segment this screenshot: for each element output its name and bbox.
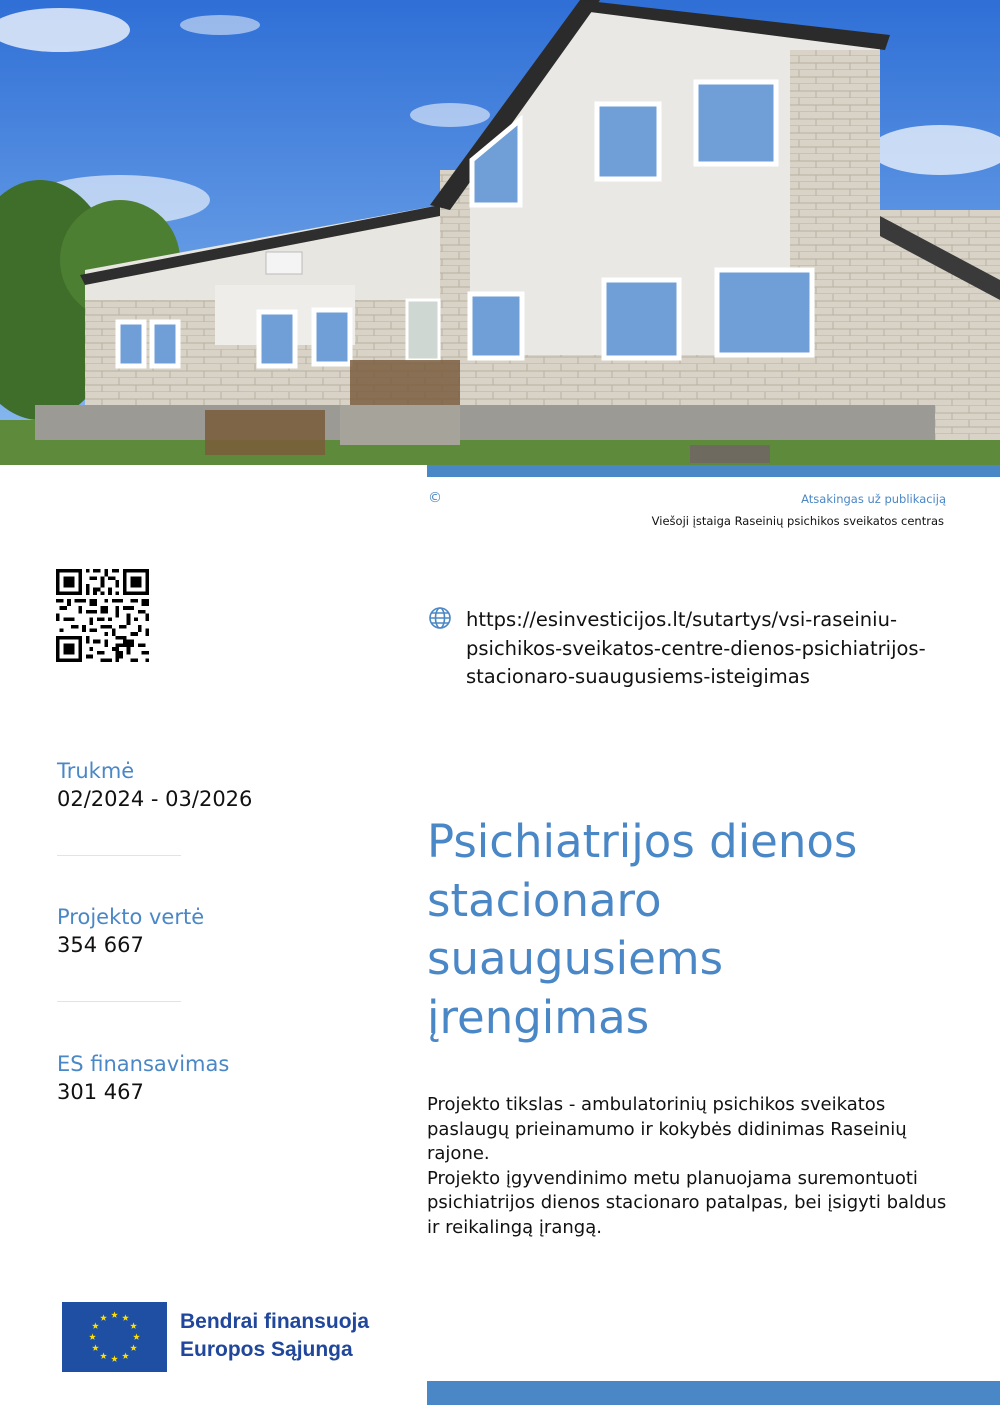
project-link[interactable]: [428, 606, 948, 692]
eu-funding-amount: 301 467: [57, 1080, 144, 1104]
accent-bar-top: [427, 465, 1000, 477]
building-photo: [0, 0, 1000, 465]
accent-bar-bottom: [427, 1381, 1000, 1405]
eu-cofunded-line2: Europos Sąjunga: [180, 1338, 353, 1361]
responsible-name: Viešoji įstaiga Raseinių psichikos sveikatos centras: [651, 514, 944, 528]
divider: [57, 855, 181, 856]
eu-funding-label: ES finansavimas: [57, 1052, 230, 1076]
project-value-block: [57, 903, 204, 959]
project-url[interactable]: https://esinvesticijos.lt/sutartys/vsi-raseiniu-psichikos-sveikatos-centre-dienos-psichiatrijos-stacionaro-suaugusiems-isteigimas: [466, 608, 926, 688]
description-goal: Projekto tikslas - ambulatorinių psichikos sveikatos paslaugų prieinamumo ir kokybės didinimas Raseinių rajone.: [427, 1094, 907, 1164]
project-title: Psichiatrijos dienos stacionaro suaugusiems įrengimas: [427, 815, 858, 1044]
description-activities: Projekto įgyvendinimo metu planuojama suremontuoti psichiatrijos dienos stacionaro patalpas, bei įsigyti baldus ir reikalingą įrangą.: [427, 1167, 947, 1238]
responsible-label: Atsakingas už publikaciją: [801, 492, 946, 506]
copyright-symbol: ©: [428, 490, 442, 506]
duration-block: [57, 757, 252, 813]
duration-label: Trukmė: [57, 759, 135, 783]
globe-icon: [428, 606, 452, 630]
project-value-label: Projekto vertė: [57, 905, 205, 929]
eu-funding-block: [57, 1050, 229, 1106]
divider: [57, 1001, 181, 1002]
project-value-amount: 354 667: [57, 933, 144, 957]
qr-code[interactable]: [56, 569, 149, 662]
eu-cofunded-line1: Bendrai finansuoja: [180, 1310, 370, 1333]
eu-cofunded-label: [180, 1308, 369, 1364]
project-description: [427, 1093, 947, 1240]
eu-flag-icon: [62, 1302, 167, 1372]
duration-value: 02/2024 - 03/2026: [57, 787, 253, 811]
